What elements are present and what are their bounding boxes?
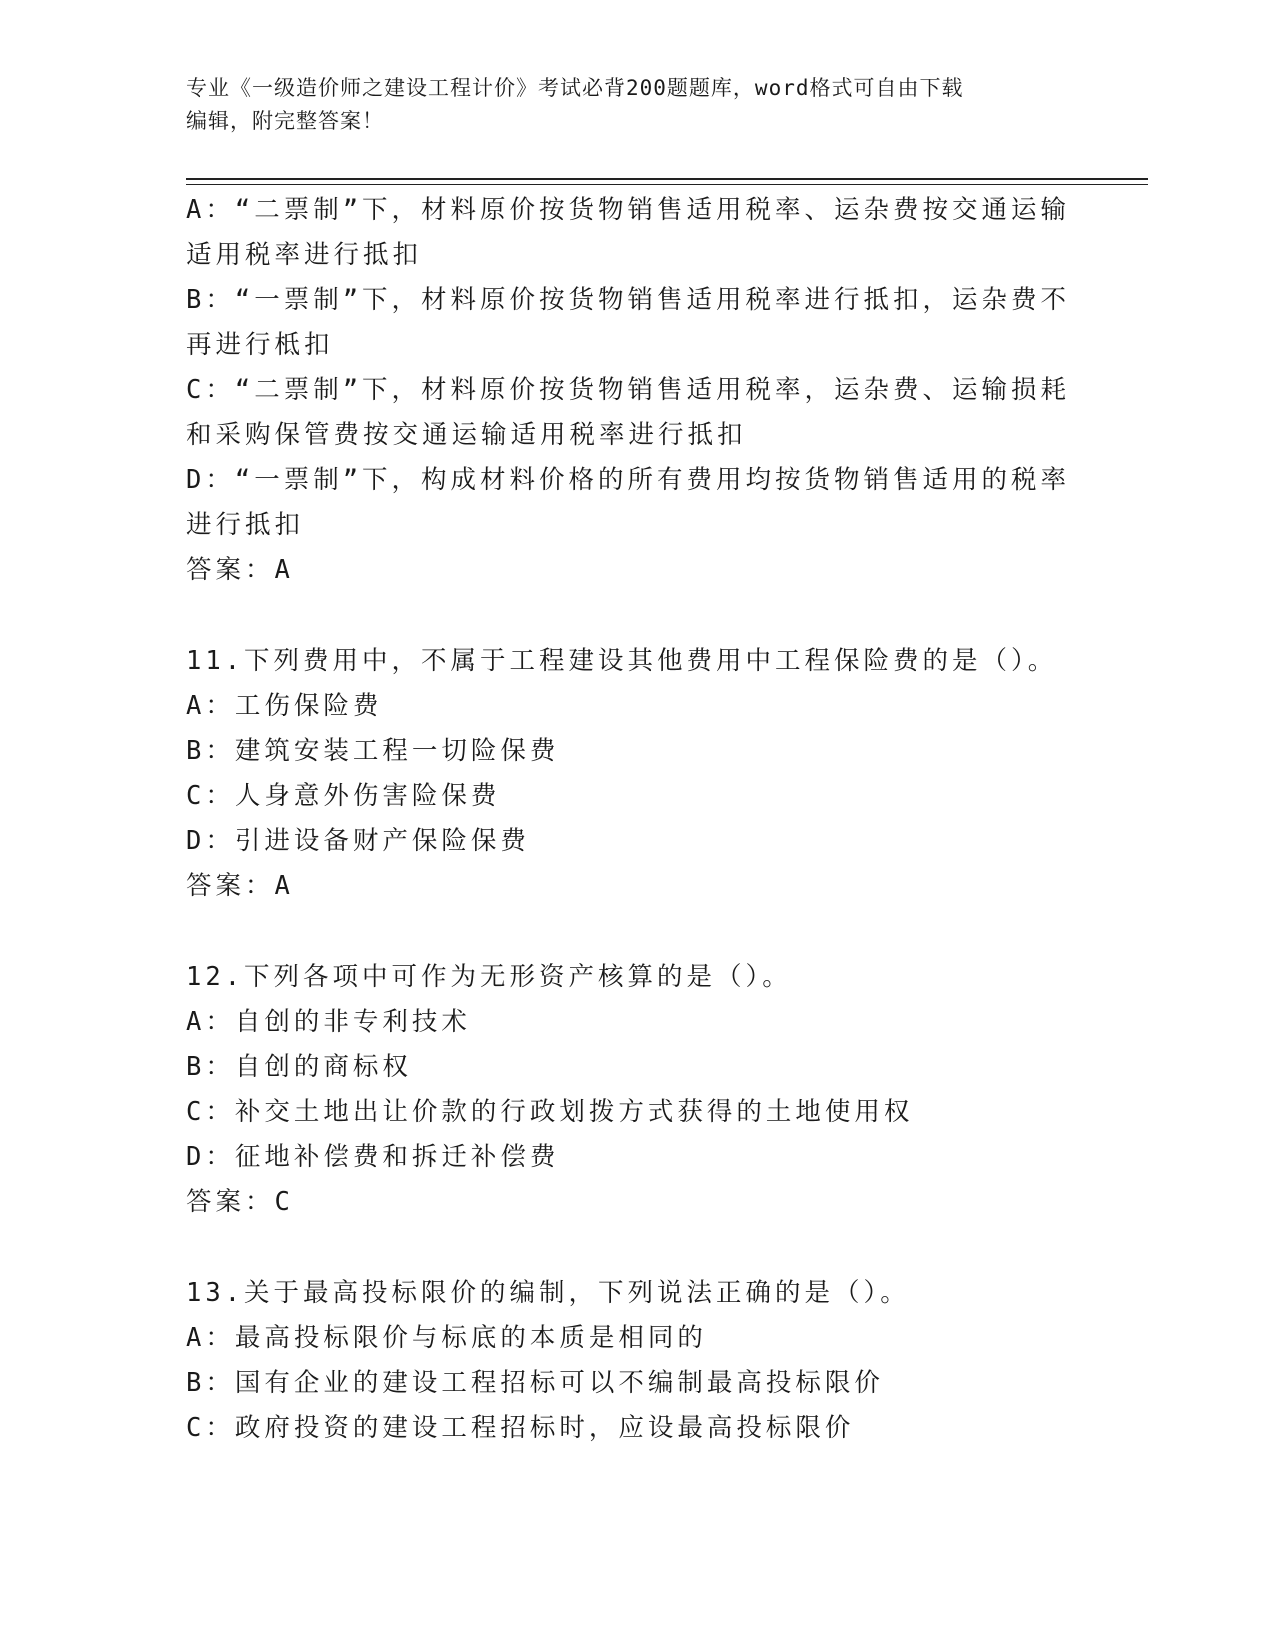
spacer [186,593,1086,639]
option-b-line-2: 再进行柢扣 [186,330,334,360]
option-b: B：建筑安装工程一切险保费 [186,736,560,766]
question-stem: 12.下列各项中可作为无形资产核算的是（）。 [186,962,792,992]
question-block-13 [186,1271,1086,1451]
option-c: C：政府投资的建设工程招标时，应设最高投标限价 [186,1413,855,1443]
document-body [186,188,1086,1451]
option-d-line-1: D：“一票制”下，构成材料价格的所有费用均按货物销售适用的税率 [186,465,1071,495]
option-a: A：工伤保险费 [186,691,383,721]
question-block-12 [186,955,1086,1225]
question-stem: 13.关于最高投标限价的编制，下列说法正确的是（）。 [186,1278,910,1308]
option-b: B：自创的商标权 [186,1052,412,1082]
option-d: D：征地补偿费和拆迁补偿费 [186,1142,560,1172]
header-line-2: 编辑，附完整答案！ [186,109,384,133]
answer: 答案：C [186,1187,294,1217]
option-c: C：人身意外伤害险保费 [186,781,501,811]
spacer [186,909,1086,955]
option-c-line-1: C：“二票制”下，材料原价按货物销售适用税率，运杂费、运输损耗 [186,375,1071,405]
question-block-11 [186,639,1086,909]
option-c-line-2: 和采购保管费按交通运输适用税率进行抵扣 [186,420,747,450]
option-c: C：补交土地出让价款的行政划拨方式获得的土地使用权 [186,1097,914,1127]
option-d: D：引进设备财产保险保费 [186,826,530,856]
question-block-10 [186,188,1086,593]
option-b: B：国有企业的建设工程招标可以不编制最高投标限价 [186,1368,884,1398]
spacer [186,1225,1086,1271]
answer: 答案：A [186,555,294,585]
header-rule-thin [186,184,1148,185]
page-header [186,72,1066,138]
header-rule [186,178,1148,180]
option-a: A：自创的非专利技术 [186,1007,471,1037]
question-stem: 11.下列费用中，不属于工程建设其他费用中工程保险费的是（）。 [186,646,1058,676]
option-d-line-2: 进行抵扣 [186,510,305,540]
option-a-line-2: 适用税率进行抵扣 [186,240,423,270]
option-a: A：最高投标限价与标底的本质是相同的 [186,1323,707,1353]
option-a-line-1: A：“二票制”下，材料原价按货物销售适用税率、运杂费按交通运输 [186,195,1071,225]
header-line-1: 专业《一级造价师之建设工程计价》考试必背200题题库，word格式可自由下载 [186,76,964,100]
option-b-line-1: B：“一票制”下，材料原价按货物销售适用税率进行抵扣，运杂费不 [186,285,1071,315]
answer: 答案：A [186,871,294,901]
